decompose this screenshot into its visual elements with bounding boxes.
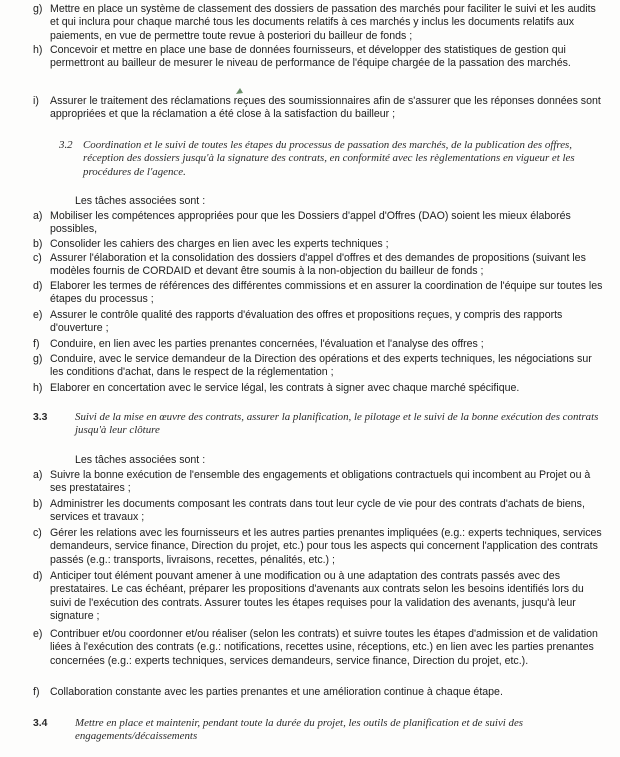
list-item [33,280,605,307]
list-item [33,382,605,395]
item-text: Mettre en place un système de classement des dossiers de passation des marchés pour faciliter le suivi et les audits et qui inclura pour chaque marché tous les documents relatifs à ces marchés y inclus les documents relatifs aux paiements, en vue de permettre toute revue à posteriori du bailleur de fonds ; [50,3,596,42]
section-title: Coordination et le suivi de toutes les étapes du processus de passation des marchés, de la publication des offres, réception des dossiers jusqu'à la signature des contrats, en conformité avec les règlementations en vigueur et les procédures de l'agence. [83,139,575,178]
list-item [33,353,605,380]
item-text: Administrer les documents composant les contrats dans tout leur cycle de vie pour des contrats d'achats de biens, services et travaux ; [50,498,585,524]
item-letter: a) [33,210,43,222]
item-text: Assurer le contrôle qualité des rapports d'évaluation des offres et propositions reçues, y compris des rapports d'ouverture ; [50,309,563,335]
item-letter: g) [33,353,43,365]
section-heading-3-4 [33,717,610,744]
item-text: Conduire, avec le service demandeur de la Direction des opérations et des experts techniques, les négociations sur les conditions d'achat, dans le respect de la réglementation ; [50,353,592,379]
item-letter: i) [33,95,39,107]
section-title: Suivi de la mise en œuvre des contrats, assurer la planification, le pilotage et le suivi de la bonne exécution des contrats jusqu'à leur clôture [75,411,599,437]
section-title: Mettre en place et maintenir, pendant toute la durée du projet, les outils de planification et de suivi des engagements/décaissements [75,717,524,743]
item-text: Concevoir et mettre en place une base de données fournisseurs, et développer des statistiques de gestion qui permettront au bailleur de mesurer le niveau de performance de l'équipe chargée de la passation des marchés. [50,44,571,70]
item-letter: a) [33,469,43,481]
section-intro: Les tâches associées sont : [75,195,206,207]
item-text: Assurer l'élaboration et la consolidation des dossiers d'appel d'offres et des demandes de propositions (suivant les modèles fournis de CORDAID et devant être soumis à la non-objection du bailleur de fonds ; [50,252,586,278]
item-letter: h) [33,382,43,394]
list-item [33,252,605,279]
list-item [33,469,605,496]
section-heading-3-2 [59,139,610,179]
item-text: Elaborer les termes de références des différentes commissions et en assurer la coordination de l'équipe sur toutes les étapes du processus ; [50,280,603,306]
item-letter: f) [33,338,40,350]
item-letter: f) [33,686,40,698]
item-letter: b) [33,238,43,250]
item-text: Consolider les cahiers des charges en lien avec les experts techniques ; [50,238,389,250]
item-text: Contribuer et/ou coordonner et/ou réaliser (selon les contrats) et suivre toutes les étapes d'admission et de validation liées à l'exécution des contrats (e.g.: notifications, recettes usine, réceptions, etc.) en lien avec les parties prenantes concernées (e.g.: experts techniques, services demandeurs, service finance, Direction du projet, etc.). [50,628,598,667]
item-letter: b) [33,498,43,510]
item-text: Assurer le traitement des réclamations reçues des soumissionnaires afin de s'assurer que les réponses données sont appropriées et que la réclamation a été close à la satisfaction du bailleur ; [50,95,601,121]
list-item [33,210,605,237]
item-text: Elaborer en concertation avec le service légal, les contrats à signer avec chaque marché spécifique. [50,382,520,394]
item-text: Conduire, en lien avec les parties prenantes concernées, l'évaluation et l'analyse des offres ; [50,338,484,350]
section-number: 3.2 [59,139,73,151]
item-letter: h) [33,44,43,56]
section-intro: Les tâches associées sont : [75,454,206,466]
item-text: Suivre la bonne exécution de l'ensemble des engagements et obligations contractuels qui incombent au Projet ou à ses prestataires ; [50,469,591,495]
section-heading-3-3 [33,411,610,438]
list-item [33,498,605,525]
list-item [33,238,605,251]
list-item [33,95,605,122]
item-letter: d) [33,570,43,582]
list-item [33,527,605,567]
item-letter: e) [33,628,43,640]
item-text: Mobiliser les compétences appropriées pour que les Dossiers d'appel d'Offres (DAO) soient les mieux élaborés possibles, [50,210,571,236]
item-letter: c) [33,252,42,264]
item-letter: e) [33,309,43,321]
section-number: 3.3 [33,412,48,423]
list-item [33,686,605,699]
item-letter: g) [33,3,43,15]
section-number: 3.4 [33,718,48,729]
list-item [33,628,605,668]
item-text: Anticiper tout élément pouvant amener à une modification ou à une adaptation des contrats passés avec des prestataires. Le cas échéant, préparer les propositions d'avenants aux contrats selon les besoins identifiés lors du suivi de l'exécution des contrats. Assurer toutes les étapes requises pour la validation des avenants, jusqu'à leur signature ; [50,570,584,623]
list-item [33,3,605,43]
ink-mark-icon [234,86,246,98]
list-item [33,570,605,624]
list-item [33,309,605,336]
list-item [33,44,605,71]
item-text: Gérer les relations avec les fournisseurs et les autres parties prenantes impliquées (e.g.: experts techniques, services demandeurs, service finance, Direction du projet, etc.) pour tous les aspects qui concernent l'application des contrats passés (e.g.: transports, livraisons, recettes, pénalités, etc.) ; [50,527,602,566]
item-text: Collaboration constante avec les parties prenantes et une amélioration continue à chaque étape. [50,686,503,698]
item-letter: c) [33,527,42,539]
list-item [33,338,605,351]
item-letter: d) [33,280,43,292]
